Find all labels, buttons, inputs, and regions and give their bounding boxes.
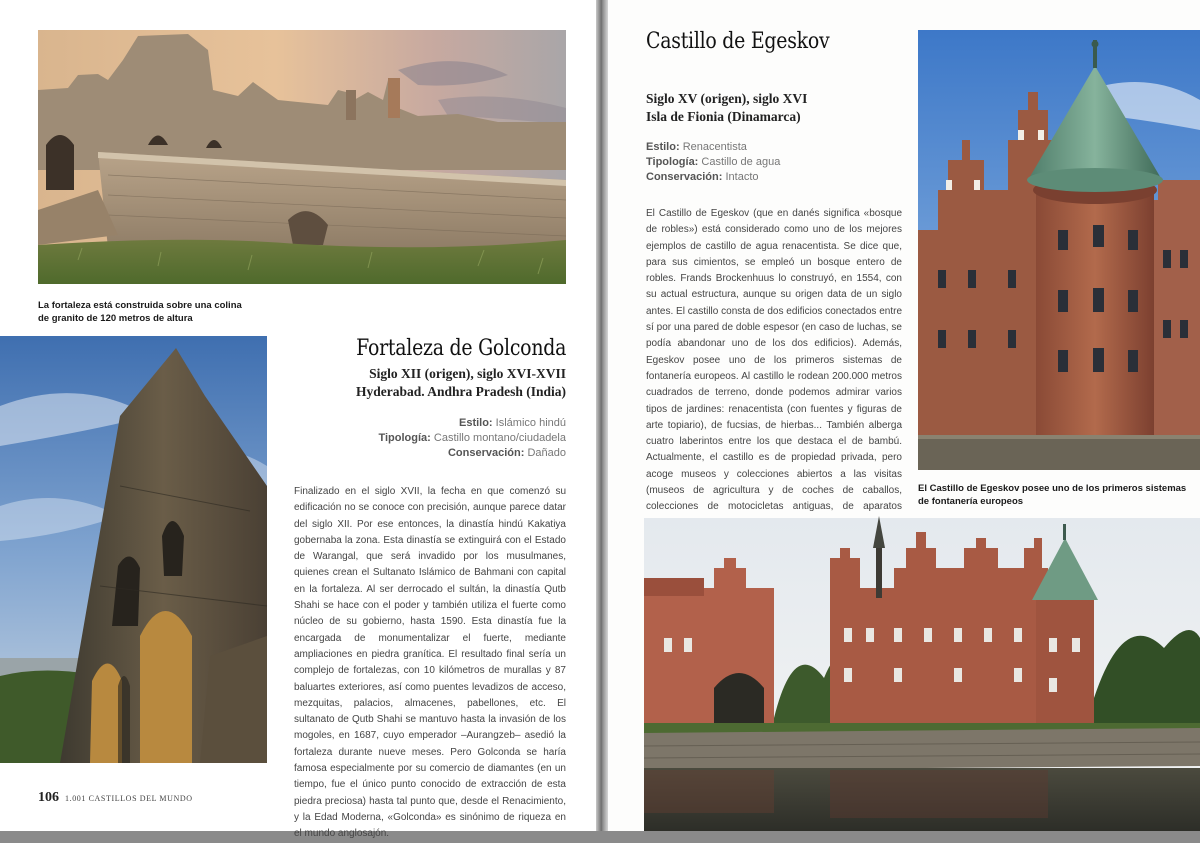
golconda-location: Hyderabad. Andhra Pradesh (India)	[355, 384, 566, 399]
golconda-ruins-photo	[38, 30, 566, 284]
left-page	[0, 0, 598, 840]
golconda-period: Siglo XII (origen), siglo XVI-XVII	[369, 366, 566, 381]
egeskov-meta	[646, 140, 780, 185]
egeskov-moat-photo	[644, 518, 1200, 831]
meta-style: Estilo: Islámico hindú	[458, 417, 566, 429]
golconda-body-text: Finalizado en el siglo XVII, la fecha en que comenzó su edificación no se conoce con precisión, aunque parece datar del siglo XII. Por ese entonces, la dinastía hindú Kakatiya gobernaba la zona. Esta dinastía se extinguirá con el Estado de Warangal, que será invadido por los musulmanes, quienes crean el Sultanato Islámico de Bahmani con capital en la fortaleza. Al ser derrocado el sultán, la dinastía Qutb Shahi se hace con el poder y también utiliza el fuerte como núcleo de su gobierno, hasta 1590. Esta dinastía fue la encargada de monumentalizar el fuerte, mediante ampliaciones en piedra granítica. El resultado final sería un complejo de fortalezas, con 10 kilómetros de murallas y 87 baluartes exteriores, así como puentes levadizos de acceso, mezquitas, palacios, almacenes, pabellones, etc. El sultanato de Qutb Shahi se mantuvo hasta la invasión de los mogoles, en 1687, cuyo emperador –Aurangzeb– asedió la fortaleza durante nueve meses. Pero Golconda se haría famosa especialmente por su comercio de diamantes (en un tiempo, fue el único punto conocido de extracción de esta piedra preciosa) hasta tal punto que, desde el Renacimiento, y la Edad Moderna, «Golconda» es sinónimo de riqueza en el mundo anglosajón.	[294, 486, 566, 840]
page-number: 106	[38, 790, 59, 805]
egeskov-tower-photo	[918, 30, 1200, 470]
meta-typology: Tipología: Castillo de agua	[646, 156, 781, 168]
meta-style: Estilo: Renacentista	[646, 141, 747, 153]
egeskov-photo-caption: El Castillo de Egeskov posee uno de los primeros sistemas de fontanería europeos	[918, 483, 1187, 507]
golconda-subtitle	[356, 365, 566, 401]
right-page	[602, 0, 1200, 831]
book-gutter	[596, 0, 608, 831]
book-title: 1.001 CASTILLOS DEL MUNDO	[65, 794, 193, 803]
golconda-photo-caption: La fortaleza está construida sobre una colina de granito de 120 metros de altura	[38, 300, 242, 324]
meta-conservation: Conservación: Intacto	[646, 171, 759, 183]
egeskov-subtitle	[646, 90, 807, 126]
golconda-arch-photo	[0, 336, 267, 763]
meta-conservation: Conservación: Dañado	[447, 447, 566, 459]
meta-typology: Tipología: Castillo montano/ciudadela	[378, 432, 566, 444]
egeskov-body-text: El Castillo de Egeskov (que en danés significa «bosque de robles») está considerado como uno de los mejores ejemplos de castillo de agua renacentista. Se dice que, para sus cimientos, se empleó un bosque entero de robles. Frands Brockenhuus lo construyó, en 1554, con su actual estructura, aunque su origen data de un siglo antes. El castillo consta de dos edificios conectados entre sí por una pared de doble espesor (en caso de luchas, se podía abandonar uno de los dos edificios). Además, Egeskov posee uno de los primeros sistemas de fontanería europeos. Al castillo le rodean 200.000 metros cuadrados de terreno, donde podemos admirar varios tipos de jardines: renacentista (con fuentes y figuras de arte topiario), de fucsias, de hierbas... También alberga cuatro laberintos entre los que destaca el de bambú. Actualmente, el castillo es de propiedad privada, pero acoge museos y colecciones abiertos a las visitas (museos de agricultura y de coches de caballos, colecciones de motocicletas antiguas, de aparatos	[646, 208, 902, 513]
golconda-title: Fortaleza de Golconda	[356, 336, 566, 361]
egeskov-title: Castillo de Egeskov	[646, 29, 830, 54]
egeskov-period: Siglo XV (origen), siglo XVI	[646, 91, 808, 106]
egeskov-location: Isla de Fionia (Dinamarca)	[646, 109, 801, 124]
golconda-meta	[378, 416, 566, 461]
page-footer	[38, 788, 193, 806]
